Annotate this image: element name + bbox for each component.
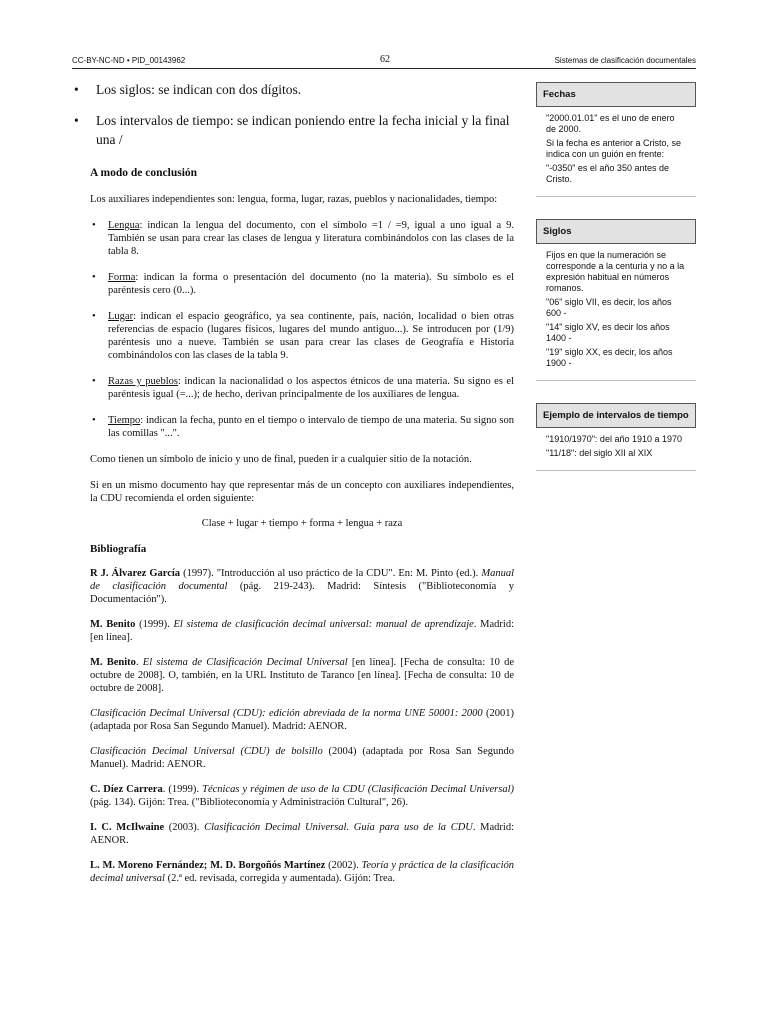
term-razas: Razas y pueblos xyxy=(108,376,178,387)
definition: : indican la fecha, punto en el tiempo o intervalo de tiempo de una materia. Su signo son las comillas "...". xyxy=(108,415,514,439)
paragraph-notacion: Como tienen un símbolo de inicio y uno de final, pueden ir a cualquier sitio de la notación. xyxy=(90,454,472,465)
auxiliares-list xyxy=(90,219,514,440)
note-line: Si la fecha es anterior a Cristo, se indica con un guión en frente: xyxy=(546,138,682,159)
bib-author: L. M. Moreno Fernández; M. D. Borgoñós Martínez xyxy=(90,860,326,871)
note-body-fechas xyxy=(536,107,696,197)
bib-author: C. Díez Carrera xyxy=(90,784,163,795)
bib-text: (2004) (adaptada por Rosa San Segundo Manuel). Madrid: AENOR. xyxy=(90,746,514,770)
bib-author: M. Benito xyxy=(90,619,136,630)
definition: : indican la forma o presentación del documento (no la materia). Su símbolo es el paréntesis cero (0...). xyxy=(108,272,514,296)
bib-text: . Madrid: AENOR. xyxy=(90,822,515,846)
note-line: "-0350" es el año 350 antes de Cristo. xyxy=(546,163,669,184)
term-tiempo: Tiempo xyxy=(108,415,141,426)
section-title: A modo de conclusión xyxy=(90,167,198,179)
note-title-siglos: Siglos xyxy=(536,219,696,244)
bib-entry xyxy=(90,859,514,885)
bib-text: (2.ª ed. revisada, corregida y aumentada). Gijón: Trea. xyxy=(164,873,395,884)
bib-title: Clasificación Decimal Universal (CDU): edición abreviada de la norma UNE 50001: 2000 xyxy=(90,708,483,719)
note-line: "14" siglo XV, es decir los años 1400 - xyxy=(546,322,670,343)
intro-paragraph: Los auxiliares independientes son: lengua, forma, lugar, razas, pueblos y nacionalidades, tiempo: xyxy=(90,194,498,205)
order-formula: Clase + lugar + tiempo + forma + lengua + raza xyxy=(201,518,403,529)
term-lugar: Lugar xyxy=(108,311,134,322)
note-line: "1910/1970": del año 1910 a 1970 xyxy=(546,434,683,444)
note-line: "2000.01.01" es el uno de enero de 2000. xyxy=(546,113,675,134)
note-line: Fijos en que la numeración se corresponde a la centuria y no a la expresión habitual en números romanos. xyxy=(546,250,685,293)
license-pid: CC-BY-NC-ND • PID_00143962 xyxy=(72,56,186,65)
intro-bullet-list xyxy=(72,80,514,149)
bib-author: M. Benito xyxy=(90,657,136,668)
bullet-siglos: • Los siglos: se indican con dos dígitos. xyxy=(72,80,514,99)
bibliography-title: Bibliografía xyxy=(90,543,147,555)
note-title-fechas: Fechas xyxy=(536,82,696,107)
bib-title: El sistema de clasificación decimal universal: manual de aprendizaje xyxy=(173,619,474,630)
bib-entry xyxy=(90,821,514,847)
bib-text: (2002). xyxy=(325,860,362,871)
bib-entry xyxy=(90,783,514,809)
bib-text: (1997). "Introducción al uso práctico de la CDU". En: M. Pinto (ed.). xyxy=(180,568,482,579)
bib-title: Técnicas y régimen de uso de la CDU (Clasificación Decimal Universal) xyxy=(202,784,514,795)
note-line: "11/18": del siglo XII al XIX xyxy=(546,448,653,458)
bib-text: [en línea]. [Fecha de consulta: 10 de octubre de 2008]. O, también, en la URL Instituto de Taranco [en línea]. [Fecha de consulta: 10 de octubre de 2008]. xyxy=(90,657,515,694)
margin-notes xyxy=(536,82,696,493)
bib-title: Clasificación Decimal Universal (CDU) de bolsillo xyxy=(90,746,323,757)
note-title-intervalos: Ejemplo de intervalos de tiempo xyxy=(536,403,696,428)
paragraph-orden: Si en un mismo documento hay que representar más de un concepto con auxiliares independientes, la CDU recomienda el orden siguiente: xyxy=(90,480,514,504)
term-forma: Forma xyxy=(108,272,136,283)
running-title: Sistemas de clasificación documentales xyxy=(554,56,696,65)
note-body-siglos xyxy=(536,244,696,381)
bib-text: (pág. 134). Gijón: Trea. ("Biblioteconomía y Administración Cultural", 26). xyxy=(90,797,408,808)
bibliography-list xyxy=(72,567,514,885)
list-item xyxy=(90,310,514,362)
bullet-intervalos: • Los intervalos de tiempo: se indican poniendo entre la fecha inicial y la final una / xyxy=(72,111,514,149)
page-header xyxy=(72,54,696,68)
definition: : indican la nacionalidad o los aspectos étnicos de una materia. Su signo es el paréntesis igual (=...); de hecho, derivan principalmente de los auxiliares de lengua. xyxy=(108,376,514,400)
bib-entry xyxy=(90,567,514,606)
bib-entry xyxy=(90,707,514,733)
bib-entry xyxy=(90,656,514,695)
bib-author: I. C. McIlwaine xyxy=(90,822,165,833)
bib-title: Teoría y práctica de la clasificación decimal universal xyxy=(90,860,514,884)
list-item xyxy=(90,219,514,258)
bib-title: Manual de clasificación documental xyxy=(90,568,515,592)
bib-text: . xyxy=(135,657,143,668)
list-item xyxy=(90,375,514,401)
note-body-intervalos xyxy=(536,428,696,471)
definition: : indican la lengua del documento, con el símbolo =1 / =9, igual a uno igual a 9. También se usan para crear las clases de lengua y literatura combinándolos con las clases de la tabla 8. xyxy=(108,220,514,257)
bib-author: R J. Álvarez García xyxy=(90,568,181,579)
list-item xyxy=(90,271,514,297)
bib-title: Clasificación Decimal Universal. Guía para uso de la CDU xyxy=(204,822,473,833)
bib-text: (2003). xyxy=(164,822,205,833)
bib-entry xyxy=(90,618,514,644)
header-rule xyxy=(72,68,696,69)
bib-text: (2001) (adaptada por Rosa San Segundo Manuel). Madrid: AENOR. xyxy=(90,708,514,732)
note-line: "06" siglo VII, es decir, los años 600 - xyxy=(546,297,672,318)
bib-text: (1999). xyxy=(135,619,174,630)
bib-entry xyxy=(90,745,514,771)
definition: : indican el espacio geográfico, ya sea continente, país, nación, localidad o bien otras referencias de espacio (lugares físicos, lugares del mundo antiguo...). Se introducen por (1/9) paréntesis uno a nueve. También se usan para crear las clases de Geografía e Historia combinándolos con las clases de la tabla 9. xyxy=(108,311,514,361)
list-item xyxy=(90,414,514,440)
bib-title: El sistema de Clasificación Decimal Universal xyxy=(142,657,348,668)
bib-text: . (1999). xyxy=(162,784,203,795)
bib-text: . Madrid: [en línea]. xyxy=(90,619,515,643)
bib-text: (pág. 219-243). Madrid: Síntesis ("Biblioteconomía y Documentación"). xyxy=(90,581,514,605)
note-line: "19" siglo XX, es decir, los años 1900 - xyxy=(546,347,673,368)
page-number: 62 xyxy=(380,54,390,65)
term-lengua: Lengua xyxy=(108,220,140,231)
main-column xyxy=(72,80,514,897)
